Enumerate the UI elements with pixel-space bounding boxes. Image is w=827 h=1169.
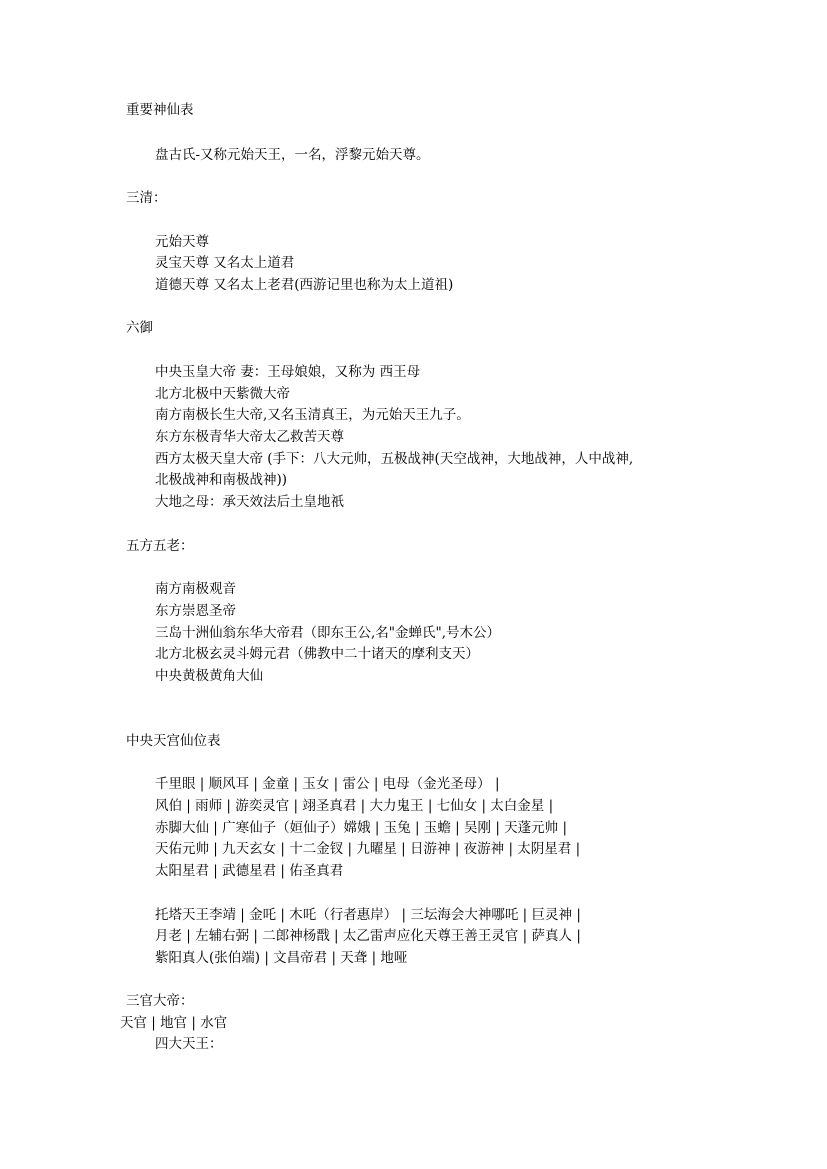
list-item: 元始天尊 [155,234,209,250]
list-item: 大地之母：承天效法后土皇地祇 [155,494,344,510]
list-item: 灵宝天尊 又名太上道君 [155,255,295,271]
list-item: 东方东极青华大帝太乙救苦天尊 [155,429,344,445]
list-item: 天官 | 地官 | 水官 [120,1015,228,1031]
list-item: 道德天尊 又名太上老君(西游记里也称为太上道祖) [155,277,454,293]
page-title: 重要神仙表 [126,102,194,118]
list-item: 托塔天王李靖 | 金吒 | 木吒（行者惠岸） | 三坛海会大神哪吒 | 巨灵神 | [155,907,581,923]
list-item: 西方太极天皇大帝 (手下：八大元帅，五极战神(天空战神，大地战神，人中战神, [155,451,634,467]
list-item: 赤脚大仙 | 广寒仙子（姮仙子）嫦娥 | 玉兔 | 玉蟾 | 吴刚 | 天蓬元帅 | [155,820,567,836]
list-item: 中央黄极黄角大仙 [155,668,263,684]
section-heading-sidatianwang: 四大天王： [155,1036,223,1052]
section-heading-liuyu: 六御 [126,320,153,336]
list-item: 中央玉皇大帝 妻：王母娘娘，又称为 西王母 [155,364,421,380]
list-item: 三岛十洲仙翁东华大帝君（即东王公,名"金蝉氏",号木公） [155,625,501,641]
list-item: 天佑元帅 | 九天玄女 | 十二金钗 | 九曜星 | 日游神 | 夜游神 | 太阴星君 | [155,841,581,857]
section-heading-sanguan: 三官大帝： [126,993,194,1009]
list-item: 北方北极中天紫微大帝 [155,386,290,402]
list-item: 紫阳真人(张伯端) | 文昌帝君 | 天聋 | 地哑 [155,950,408,966]
list-item: 北极战神和南极战神)) [155,472,288,488]
pangu-line: 盘古氏-又称元始天王，一名，浮黎元始天尊。 [155,147,430,163]
list-item: 南方南极长生大帝,又名玉清真王，为元始天王九子。 [155,407,470,423]
list-item: 月老 | 左辅右弼 | 二郎神杨戬 | 太乙雷声应化天尊王善王灵官 | 萨真人 | [155,928,581,944]
section-heading-zhongyang: 中央天宫仙位表 [126,733,221,749]
section-heading-wufang: 五方五老： [126,538,194,554]
list-item: 东方崇恩圣帝 [155,603,236,619]
list-item: 南方南极观音 [155,581,236,597]
section-heading-sanqing: 三清： [126,190,167,206]
list-item: 北方北极玄灵斗姆元君（佛教中二十诸天的摩利支天） [155,646,479,662]
list-item: 风伯 | 雨师 | 游奕灵官 | 翊圣真君 | 大力鬼王 | 七仙女 | 太白金星 | [155,798,554,814]
list-item: 千里眼 | 顺风耳 | 金童 | 玉女 | 雷公 | 电母（金光圣母） | [155,776,500,792]
list-item: 太阳星君 | 武德星君 | 佑圣真君 [155,863,344,879]
